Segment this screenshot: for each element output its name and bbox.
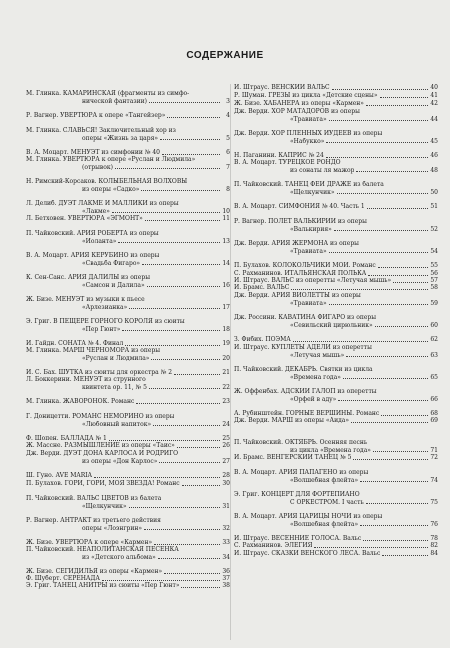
page-number: 11	[222, 215, 230, 222]
page-number: 26	[222, 442, 230, 449]
page-number: 69	[430, 417, 438, 424]
page-number: 21	[222, 369, 230, 376]
entry-title: И. Штраус. КУПЛЕТЫ АДЕЛИ из оперетты	[234, 344, 372, 351]
entry-title: П. Булахов. КОЛОКОЛЬЧИКИ МОИ. Романс	[234, 262, 376, 269]
entry-title: Р. Вагнер. АНТРАКТ из третьего действия	[26, 517, 161, 524]
entry-title: И. Брамс. ВАЛЬС	[234, 284, 290, 291]
dot-leader	[141, 190, 220, 191]
entry-subtitle: из цикла «Времена года»	[290, 446, 371, 454]
toc-entry	[234, 100, 438, 108]
toc-entry	[26, 442, 230, 450]
page-number: 22	[222, 383, 230, 391]
page-number: 72	[430, 454, 438, 461]
entry-title: Э. Григ. В ПЕЩЕРЕ ГОРНОГО КОРОЛЯ из сюиты	[26, 318, 185, 325]
page-number: 6	[226, 149, 230, 156]
dot-leader	[118, 242, 220, 243]
dot-leader	[158, 558, 220, 559]
page-number: 16	[222, 281, 230, 289]
dot-leader	[393, 282, 428, 283]
dot-leader	[360, 481, 428, 482]
entry-subtitle: «Щелкунчик»	[82, 502, 127, 510]
entry-title: З. Фибих. ПОЭМА	[234, 336, 291, 343]
toc-entry	[234, 439, 438, 454]
entry-title: Й. Гайдн. СОНАТА № 4. Финал	[26, 340, 124, 347]
page-number: 45	[430, 137, 438, 145]
entry-title: Дж. Верди. ДУЭТ ДОНА КАРЛОСА И РОДРИГО	[26, 450, 179, 457]
page-number: 3	[226, 97, 230, 105]
entry-title: Л. Делиб. ДУЭТ ЛАКМЕ И МАЛЛИКИ из оперы	[26, 200, 179, 207]
entry-subtitle: «Волшебная флейта»	[290, 476, 359, 484]
entry-subtitle: оперы «Жизнь за царя»	[82, 134, 159, 142]
toc-entry	[234, 314, 438, 329]
page-number: 19	[222, 340, 230, 347]
entry-title: М. Глинка. КАМАРИНСКАЯ (фрагменты из симфо-	[26, 90, 190, 97]
toc-entry	[26, 318, 230, 333]
entry-subtitle: из оперы «Дон Карлос»	[82, 457, 158, 465]
page-number: 8	[226, 185, 230, 193]
toc-entry	[26, 156, 230, 171]
toc-entry	[26, 546, 230, 561]
dot-leader	[314, 547, 428, 548]
entry-title: М. Глинка. МАРШ ЧЕРНОМОРА из оперы	[26, 347, 161, 354]
page-number: 25	[222, 435, 230, 442]
entry-subtitle: «Травиата»	[290, 247, 327, 255]
dot-leader	[366, 503, 428, 504]
toc-entry	[234, 92, 438, 100]
entry-title: К. Сен-Санс. АРИЯ ДАЛИЛЫ из оперы	[26, 274, 150, 281]
entry-title: Дж. Верди. АРИЯ ВИОЛЕТТЫ из оперы	[234, 292, 361, 299]
entry-title: Э. Григ. ТАНЕЦ АНИТРЫ из сюиты «Пер Гюнт»	[26, 582, 180, 589]
entry-title: Ж. Бизе. СЕГИДИЛЬЯ из оперы «Кармен»	[26, 568, 163, 575]
entry-title: М. Глинка. УВЕРТЮРА к опере «Руслан и Людмила»	[26, 156, 196, 163]
toc-entry	[234, 159, 438, 174]
entry-title: Ш. Гуно. AVE MARIA	[26, 472, 92, 479]
dot-leader	[343, 378, 428, 379]
dot-leader	[129, 507, 220, 508]
entry-title: Дж. Верди. ХОР МАТАДОРОВ из оперы	[234, 108, 360, 115]
page-number: 4	[226, 112, 230, 119]
page-number: 17	[222, 303, 230, 311]
page-number: 74	[430, 476, 438, 484]
toc-entry	[234, 542, 438, 550]
dot-leader	[159, 462, 220, 463]
dot-leader	[182, 485, 220, 486]
entry-title: Дж. Верди. ХОР ПЛЕННЫХ ИУДЕЕВ из оперы	[234, 130, 383, 137]
toc-entry	[234, 417, 438, 425]
dot-leader	[293, 341, 428, 342]
dot-leader	[112, 212, 220, 213]
dot-leader	[144, 529, 220, 530]
entry-title: Р. Шуман. ГРЁЗЫ из цикла «Детские сцены»	[234, 92, 378, 99]
entry-subtitle: «Щелкунчик»	[290, 188, 335, 196]
entry-title: И. Штраус. ВАЛЬС из оперетты «Летучая мышь»	[234, 277, 392, 284]
entry-title: Ж. Бизе. УВЕРТЮРА к опере «Кармен»	[26, 539, 153, 546]
page-title: СОДЕРЖАНИЕ	[186, 50, 264, 61]
dot-leader	[102, 580, 220, 581]
dot-leader	[174, 374, 220, 375]
entry-title: И. Штраус. СКАЗКИ ВЕНСКОГО ЛЕСА. Вальс	[234, 550, 381, 557]
entry-title: А. Рубинштейн. ГОРНЫЕ ВЕРШИНЫ. Романс	[234, 410, 380, 417]
toc-entry	[234, 550, 438, 558]
dot-leader	[329, 252, 428, 253]
dot-leader	[373, 451, 428, 452]
page-number: 32	[222, 524, 230, 532]
entry-subtitle: С ОРКЕСТРОМ. I часть	[290, 498, 364, 506]
toc-entry	[234, 336, 438, 344]
page-number: 60	[430, 321, 438, 329]
toc-entry	[26, 495, 230, 510]
toc-entry	[26, 398, 230, 406]
page-number: 75	[430, 498, 438, 506]
toc-entry	[26, 215, 230, 223]
page-number: 36	[222, 568, 230, 575]
entry-title: Ж. Оффенбах. АДСКИЙ ГАЛОП из оперетты	[234, 388, 377, 395]
entry-subtitle: «Самсон и Далила»	[82, 281, 145, 289]
entry-title: Ф. Шопен. БАЛЛАДА № 1	[26, 435, 107, 442]
entry-title: Дж. Россини. КАВАТИНА ФИГАРО из оперы	[234, 314, 377, 321]
page-number: 51	[430, 203, 438, 210]
entry-title: Э. Григ. КОНЦЕРТ ДЛЯ ФОРТЕПИАНО	[234, 491, 360, 498]
page-number: 65	[430, 373, 438, 381]
page-number: 76	[430, 520, 438, 528]
toc-entry	[234, 218, 438, 233]
entry-title: Р. Вагнер. ПОЛЁТ ВАЛЬКИРИЙ из оперы	[234, 218, 367, 225]
entry-subtitle: «Иоланта»	[82, 237, 117, 245]
dot-leader	[326, 142, 428, 143]
entry-title: П. Чайковский. НЕАПОЛИТАНСКАЯ ПЕСЕНКА	[26, 546, 179, 553]
entry-subtitle: «Свадьба Фигаро»	[82, 259, 141, 267]
entry-title: Дж. Верди. АРИЯ ЖЕРМОНА из оперы	[234, 240, 359, 247]
dot-leader	[366, 105, 428, 106]
page-number: 23	[222, 398, 230, 405]
dot-leader	[151, 359, 220, 360]
entry-subtitle: «Валькирия»	[290, 225, 332, 233]
page-number: 58	[430, 284, 438, 291]
toc-entry	[234, 130, 438, 145]
page-number: 34	[222, 553, 230, 561]
entry-title: Дж. Верди. МАРШ из оперы «Аида»	[234, 417, 350, 424]
entry-subtitle: квинтета ор. 11, № 5	[82, 383, 147, 391]
page-number: 56	[430, 270, 438, 277]
entry-subtitle: «Пер Гюнт»	[82, 325, 121, 333]
page-number: 50	[430, 188, 438, 196]
toc-entry	[234, 513, 438, 528]
entry-title: И. Штраус. ВЕСЕННИЕ ГОЛОСА. Вальс	[234, 535, 362, 542]
dot-leader	[382, 555, 428, 556]
page-number: 14	[222, 259, 230, 267]
entry-subtitle: нической фантазии)	[82, 97, 147, 105]
dot-leader	[368, 275, 428, 276]
entry-title: И. С. Бах. ШУТКА из сюиты для оркестра № 2	[26, 369, 173, 376]
toc-entry	[26, 230, 230, 245]
dot-leader	[291, 289, 428, 290]
page-number: 38	[222, 582, 230, 589]
page-number: 68	[430, 410, 438, 417]
page-number: 27	[222, 457, 230, 465]
dot-leader	[181, 587, 220, 588]
entry-subtitle: оперы «Лоэнгрин»	[82, 524, 142, 532]
entry-title: С. Рахманинов. ЭЛЕГИЯ	[234, 542, 313, 549]
entry-subtitle: «Времена года»	[290, 373, 341, 381]
entry-title: П. Чайковский. ДЕКАБРЬ. Святки из цикла	[234, 366, 373, 373]
page-number: 40	[430, 84, 438, 91]
entry-subtitle: «Волшебная флейта»	[290, 520, 359, 528]
page-number: 84	[430, 550, 438, 557]
dot-leader	[160, 139, 220, 140]
toc-entry	[234, 469, 438, 484]
entry-subtitle: из «Детского альбома»	[82, 553, 156, 561]
dot-leader	[136, 403, 220, 404]
toc-entry	[26, 450, 230, 465]
page-number: 10	[222, 207, 230, 215]
entry-subtitle: из оперы «Садко»	[82, 185, 140, 193]
dot-leader	[154, 544, 220, 545]
page-number: 31	[222, 502, 230, 510]
page-number: 24	[222, 420, 230, 428]
entry-title: В. А. Моцарт. АРИЯ КЕРУБИНО из оперы	[26, 252, 160, 259]
dot-leader	[360, 525, 428, 526]
entry-title: Р. Вагнер. УВЕРТЮРА к опере «Тангейзер»	[26, 112, 166, 119]
toc-entry	[234, 344, 438, 359]
dot-leader	[334, 230, 428, 231]
toc-entry	[234, 366, 438, 381]
dot-leader	[115, 168, 220, 169]
toc-entry	[26, 480, 230, 488]
toc-entry	[234, 108, 438, 123]
entry-subtitle: «Любовный напиток»	[82, 420, 152, 428]
entry-title: П. Булахов. ГОРИ, ГОРИ, МОЯ ЗВЕЗДА! Романс	[26, 480, 180, 487]
toc-entry	[26, 376, 230, 391]
toc-entry	[26, 178, 230, 193]
entry-title: М. Глинка. СЛАВЬСЯ! Заключительный хор из	[26, 127, 176, 134]
dot-leader	[375, 326, 428, 327]
dot-leader	[329, 120, 428, 121]
dot-leader	[142, 264, 220, 265]
dot-leader	[380, 97, 428, 98]
page-number: 55	[430, 262, 438, 269]
entry-title: П. Чайковский. ТАНЕЦ ФЕИ ДРАЖЕ из балета	[234, 181, 384, 188]
entry-title: И. Брамс. ВЕНГЕРСКИЙ ТАНЕЦ № 5	[234, 454, 352, 461]
page-number: 82	[430, 542, 438, 549]
entry-title: Ж. Бизе. МЕНУЭТ из музыки к пьесе	[26, 296, 145, 303]
toc-entry	[234, 292, 438, 307]
entry-title: В. А. Моцарт. АРИЯ ЦАРИЦЫ НОЧИ из оперы	[234, 513, 383, 520]
dot-leader	[346, 356, 428, 357]
entry-subtitle: «Летучая мышь»	[290, 351, 345, 359]
entry-title: Л. Боккерини. МЕНУЭТ из струнного	[26, 376, 146, 383]
dot-leader	[129, 308, 220, 309]
toc-entry	[234, 284, 438, 292]
dot-leader	[125, 345, 220, 346]
dot-leader	[147, 286, 220, 287]
toc-entry	[26, 472, 230, 480]
page-number: 37	[222, 575, 230, 582]
dot-leader	[164, 573, 220, 574]
column-divider	[230, 84, 231, 640]
entry-title: Ф. Шуберт. СЕРЕНАДА	[26, 575, 100, 582]
entry-subtitle: «Орфей в аду»	[290, 395, 337, 403]
entry-title: М. Глинка. ЖАВОРОНОК. Романс	[26, 398, 135, 405]
page-number: 62	[430, 336, 438, 343]
dot-leader	[329, 304, 428, 305]
dot-leader	[122, 330, 220, 331]
toc-entry	[26, 296, 230, 311]
entry-title: П. Чайковский. ОКТЯБРЬ. Осенняя песнь	[234, 439, 368, 446]
dot-leader	[149, 388, 220, 389]
entry-title: В. А. Моцарт. МЕНУЭТ из симфонии № 40	[26, 149, 160, 156]
page-number: 54	[430, 247, 438, 255]
page-number: 20	[222, 354, 230, 362]
page-number: 13	[222, 237, 230, 245]
page-number: 48	[430, 166, 438, 174]
toc-entry	[234, 454, 438, 462]
entry-subtitle: «Руслан и Людмила»	[82, 354, 150, 362]
dot-leader	[338, 400, 428, 401]
page-number: 5	[226, 134, 230, 142]
toc-entry	[234, 84, 438, 92]
toc-entry	[26, 90, 230, 105]
toc-entry	[26, 252, 230, 267]
page-number: 42	[430, 100, 438, 107]
dot-leader	[145, 220, 220, 221]
entry-subtitle: «Лакме»	[82, 207, 110, 215]
toc-entry	[234, 491, 438, 506]
page-number: 33	[222, 539, 230, 546]
toc-entry	[26, 112, 230, 120]
page-number: 30	[222, 480, 230, 487]
entry-subtitle: из сонаты ля мажор	[290, 166, 355, 174]
entry-title: Ж. Массне. РАЗМЫШЛЕНИЕ из оперы «Таис»	[26, 442, 175, 449]
entry-title: В. А. Моцарт. ТУРЕЦКОЕ РОНДО	[234, 159, 341, 166]
page-number: 78	[430, 535, 438, 542]
dot-leader	[356, 171, 428, 172]
dot-leader	[153, 425, 220, 426]
toc-entry	[26, 582, 230, 590]
page-number: 57	[430, 277, 438, 284]
toc-entry	[26, 413, 230, 428]
toc-entry	[26, 274, 230, 289]
entry-subtitle: «Травиата»	[290, 115, 327, 123]
entry-title: П. Чайковский. АРИЯ РОБЕРТА из оперы	[26, 230, 159, 237]
page-number: 18	[222, 325, 230, 333]
toc-entry	[26, 200, 230, 215]
dot-leader	[332, 89, 428, 90]
entry-subtitle: «Арлезианка»	[82, 303, 128, 311]
toc-entry	[234, 181, 438, 196]
dot-leader	[109, 440, 220, 441]
toc-entry	[234, 262, 438, 270]
dot-leader	[177, 447, 220, 448]
toc-entry	[234, 388, 438, 403]
entry-subtitle: «Набукко»	[290, 137, 325, 145]
page-number: 7	[226, 163, 230, 171]
dot-leader	[363, 540, 428, 541]
page-number: 71	[430, 446, 438, 454]
toc-entry	[234, 203, 438, 211]
dot-leader	[367, 208, 428, 209]
page-number: 44	[430, 115, 438, 123]
entry-title: Г. Доницетти. РОМАНС НЕМОРИНО из оперы	[26, 413, 175, 420]
page-number: 59	[430, 299, 438, 307]
entry-title: Н. Паганини. КАПРИС № 24	[234, 152, 324, 159]
page-number: 52	[430, 225, 438, 233]
dot-leader	[353, 459, 428, 460]
entry-subtitle: «Севильский цирюльник»	[290, 321, 373, 329]
entry-title: Ж. Бизе. ХАБАНЕРА из оперы «Кармен»	[234, 100, 364, 107]
toc-entry	[26, 517, 230, 532]
dot-leader	[94, 477, 220, 478]
entry-subtitle: «Травиата»	[290, 299, 327, 307]
page-number: 28	[222, 472, 230, 479]
dot-leader	[326, 157, 428, 158]
dot-leader	[351, 422, 428, 423]
entry-title: В. А. Моцарт. АРИЯ ПАПАГЕНО из оперы	[234, 469, 369, 476]
entry-subtitle: (отрывок)	[82, 163, 113, 171]
page-number: 66	[430, 395, 438, 403]
page-number: 46	[430, 152, 438, 159]
dot-leader	[381, 415, 428, 416]
entry-title: С. Рахманинов. ИТАЛЬЯНСКАЯ ПОЛЬКА	[234, 270, 367, 277]
entry-title: П. Чайковский. ВАЛЬС ЦВЕТОВ из балета	[26, 495, 162, 502]
page-number: 41	[430, 92, 438, 99]
page-number: 63	[430, 351, 438, 359]
dot-leader	[167, 117, 220, 118]
toc-entry	[26, 347, 230, 362]
dot-leader	[337, 193, 428, 194]
entry-title: Л. Бетховен. УВЕРТЮРА «ЭГМОНТ»	[26, 215, 143, 222]
entry-title: В. А. Моцарт. СИМФОНИЯ № 40. Часть 1	[234, 203, 365, 210]
dot-leader	[149, 102, 220, 103]
toc-entry	[234, 240, 438, 255]
entry-title: Н. Римский-Корсаков. КОЛЫБЕЛЬНАЯ ВОЛХОВЫ	[26, 178, 188, 185]
entry-title: И. Штраус. ВЕНСКИЙ ВАЛЬС	[234, 84, 330, 91]
dot-leader	[162, 154, 220, 155]
dot-leader	[378, 267, 428, 268]
toc-entry	[26, 127, 230, 142]
